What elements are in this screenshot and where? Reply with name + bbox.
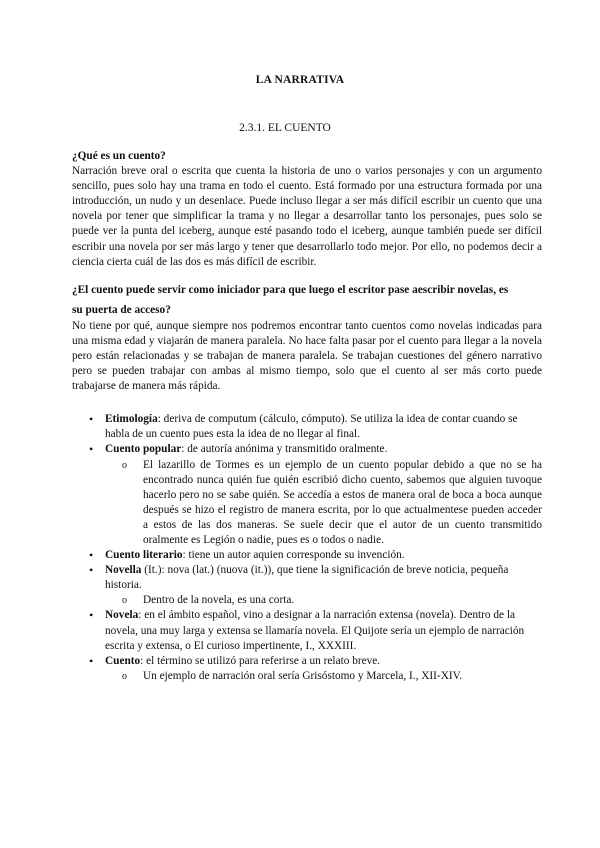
list-item-text: : deriva de computum (cálculo, cómputo). Se utiliza la idea de contar cuando se habla de un cuento pues esta la idea de no llegar al final. xyxy=(105,413,518,441)
sub-list-item: o El lazarillo de Tormes es un ejemplo de un cuento popular debido a que no se ha encontrado nunca quién fue quién escribió dicho cuento, sabemos que alguien tuvoque hacerlo pero no se sabe quién. Se accedía a estos de manera oral de boca a boca aunque después se hizo el registro de manera escrita, por lo que actualmentese pueden acceder a estos de las dos maneras. Se suele decir que el autor de un cuento transmitido oralmente es Legión o nadie, pues es o todos o nadie. xyxy=(105,458,542,549)
section-subtitle: 2.3.1. EL CUENTO xyxy=(239,122,331,134)
question-heading-2-line2: su puerta de acceso? xyxy=(72,303,171,316)
sub-list-item: o Dentro de la novela, es una corta. xyxy=(105,593,542,608)
list-item xyxy=(72,563,542,608)
list-item-term: Cuento popular xyxy=(105,443,182,456)
list-item-term: Cuento xyxy=(105,654,141,667)
document-body xyxy=(72,149,542,684)
sub-list-item: o Un ejemplo de narración oral sería Grisóstomo y Marcela, I., XII-XIV. xyxy=(105,669,542,684)
list-item-term: Novela xyxy=(105,609,139,622)
sub-list xyxy=(105,458,542,549)
sub-list xyxy=(105,593,542,608)
list-item-text: (It.): nova (lat.) (nuova (it.)), que tiene la significación de breve noticia, pequeña historia. xyxy=(105,564,509,592)
list-item xyxy=(72,412,542,442)
list-item xyxy=(72,608,542,653)
list-item xyxy=(72,548,542,563)
list-item-term: Novella xyxy=(105,564,142,577)
paragraph-2: No tiene por qué, aunque siempre nos podremos encontrar tanto cuentos como novelas indicadas para una misma edad y viajarán de manera paralela. No hace falta pasar por el cuento para llegar a la novela pero están relacionadas y se trabajan de manera paralela. Se trabajan cuestiones del género narrativo pero se pueden trabajar con ambas al mismo tiempo, solo que el cuento al ser más corto puede trabajarse de manera más rápida. xyxy=(72,319,542,393)
list-item xyxy=(72,442,542,548)
list-item-text: : tiene un autor aquien corresponde su invención. xyxy=(182,549,405,562)
list-item xyxy=(72,654,542,684)
sub-list xyxy=(105,669,542,684)
list-item-term: Cuento literario xyxy=(105,549,183,562)
list-item-text: : el término se utilizó para referirse a un relato breve. xyxy=(140,654,381,667)
definitions-list xyxy=(72,412,542,684)
list-item-text: : de autoría anónima y transmitido oralmente. xyxy=(181,443,388,456)
list-item-term: Etimología xyxy=(105,413,158,426)
list-item-text: : en el ámbito español, vino a designar a la narración extensa (novela). Dentro de la novela, una muy larga y extensa se llamaría novela. El Quijote sería un ejemplo de narración escrita y extensa, o El curioso impertinente, I., XXXIII. xyxy=(105,609,525,652)
question-heading-2-line1: ¿El cuento puede servir como iniciador para que luego el escritor pase aescribir novelas, es xyxy=(72,283,509,296)
paragraph-1: Narración breve oral o escrita que cuenta la historia de uno o varios personajes y con un argumento sencillo, pues solo hay una trama en todo el cuento. Está formado por una estructura formada por una introducción, un nudo y un desenlace. Puede incluso llegar a ser más difícil escribir un cuento que una novela por tener que simplificar la trama y no llegar a desarrollar tanto los personajes, pues solo se puede ver la punta del iceberg, aunque esté pasando todo el iceberg, aunque también puede ser difícil escribir una novela por ser más largo y tener que desarrollarlo todo mejor. Por ello, no podemos decir a ciencia cierta cuál de las dos es más difícil de escribir. xyxy=(72,165,542,268)
question-heading-1: ¿Qué es un cuento? xyxy=(72,150,166,162)
page-title: LA NARRATIVA xyxy=(255,74,345,86)
